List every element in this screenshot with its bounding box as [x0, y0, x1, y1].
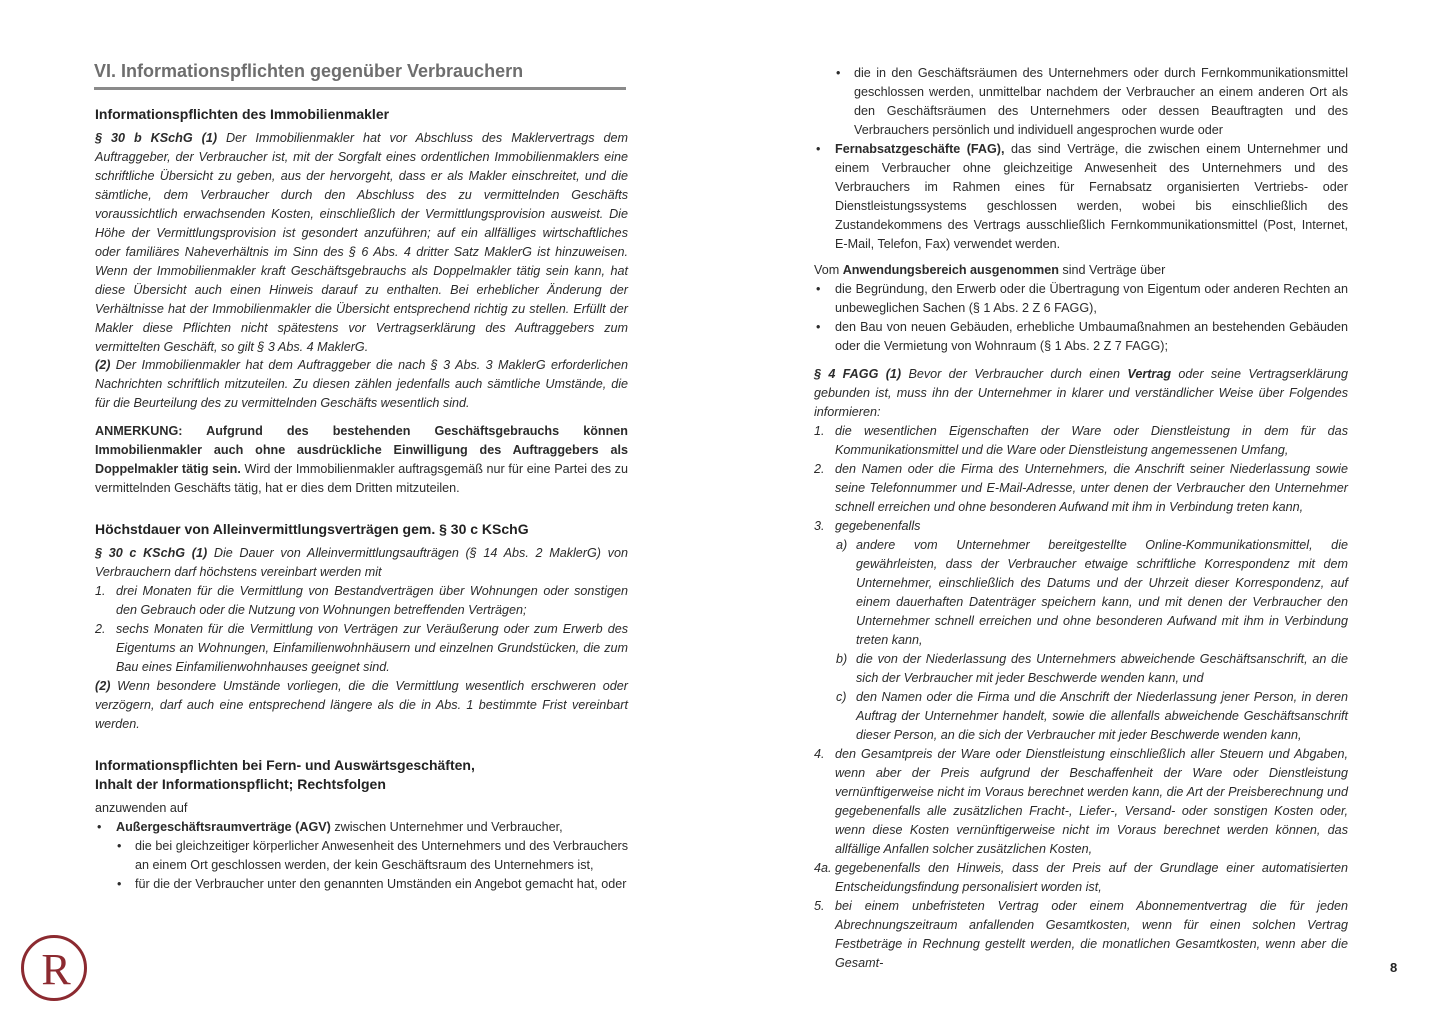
text-30c-2: Wenn besondere Umstände vorliegen, die die Vermittlung wesentlich erschweren oder verzögern, darf auch eine entsprechend längere als die in Abs. 1 bestimmte Frist vereinbart werden. [95, 679, 628, 731]
heading-line-1: Informationspflichten bei Fern- und Auswärtsgeschäften, [95, 757, 475, 773]
paragraph-30c-2 [95, 677, 628, 734]
list-text: andere vom Unternehmer bereitgestellte Online-Kommunikationsmittel, die gewährleisten, dass der Verbraucher etwaige schriftliche Korrespondenz mit dem Unternehmer, einschließlich des Datums und der Uhrzeit dieser Korrespondenz, auf einem dauerhaften Datenträger speichern kann, und mit denen der Verbraucher den Unternehmer schnell erreichen und ohne besonderen Aufwand mit ihm in Verbindung treten kann, [856, 538, 1348, 647]
list-item [95, 582, 628, 620]
ref-4-fagg: § 4 FAGG (1) [814, 367, 902, 381]
list-information-items [814, 422, 1348, 973]
heading-line-2: Inhalt der Informationspflicht; Rechtsfolgen [95, 776, 386, 792]
list-number: 4a. [814, 861, 832, 875]
text-4-fagg-bold: Vertrag [1127, 367, 1172, 381]
list-item [814, 140, 1348, 254]
text-4-fagg-a: Bevor der Verbraucher durch einen [901, 367, 1128, 381]
heading-immobilienmakler: Informationspflichten des Immobilienmakler [95, 106, 390, 122]
list-item [95, 818, 628, 837]
list-text: gegebenenfalls [835, 519, 921, 533]
note-bold: ANMERKUNG: Aufgrund des bestehenden Geschäftsgebrauchs können Immobilienmakler auch ohne ausdrückliche Einwilligung des Auftraggebers als Doppelmakler tätig sein. [95, 424, 628, 476]
heading-hoechstdauer: Höchstdauer von Alleinvermittlungsverträgen gem. § 30 c KSchG [95, 521, 529, 537]
list-item: • den Bau von neuen Gebäuden, erhebliche Umbaumaßnahmen an bestehenden Gebäuden oder die Vermietung von Wohnraum (§ 1 Abs. 2 Z 7 FAGG); [814, 318, 1348, 356]
list-item [95, 620, 628, 677]
paragraph-4-fagg [814, 365, 1348, 422]
logo-letter: R [41, 945, 71, 994]
list-item: • die Begründung, den Erwerb oder die Übertragung von Eigentum oder anderen Rechten an unbeweglichen Sachen (§ 1 Abs. 2 Z 6 FAGG), [814, 280, 1348, 318]
agv-bold: Außergeschäftsraumverträge (AGV) [116, 820, 331, 834]
fag-bold: Fernabsatzgeschäfte (FAG), [835, 142, 1005, 156]
list-number: 2. [95, 622, 106, 636]
list-text: den Namen oder die Firma und die Anschrift der Niederlassung jener Person, in deren Auftrag der Unternehmer handelt, sowie die allenfalls abweichende Geschäftsanschrift dieser Person, an die sich der Verbraucher mit jeder Beschwerde wenden kann, [856, 690, 1348, 742]
logo-icon [20, 934, 88, 1002]
list-item: • die in den Geschäftsräumen des Unternehmers oder durch Fernkommunikationsmittel geschlossen werden, unmittelbar nachdem der Verbraucher an einem anderen Ort als den Geschäftsräumen des Unternehmers oder dessen Beauftragten und des Verbrauchers persönlich und individuell angesprochen wurde oder [814, 64, 1348, 140]
text-30b-2: Der Immobilienmakler hat dem Auftraggeber die nach § 3 Abs. 3 MaklerG erforderlichen Nachrichten schriftlich mitzuteilen. Zu diesen zählen jedenfalls auch sämtliche Umstände, die für die Beurteilung des zu vermittelnden Geschäfts wesentlich sind. [95, 358, 628, 410]
fag-text: das sind Verträge, die zwischen einem Unternehmer und einem Verbraucher ohne gleichzeitige Anwesenheit des Unternehmers und des Verbrauchers im Rahmen eines für Fernabsatz organisierten Vertriebs- oder Dienstleistungssystems geschlossen werden, wobei bis einschließlich des Zustandekommens des Vertrags ausschließlich Fernkommunikationsmittel (Post, Internet, E-Mail, Telefon, Fax) verwendet werden. [835, 142, 1348, 251]
paragraph-30b [95, 129, 628, 357]
list-text: den Namen oder die Firma des Unternehmers, die Anschrift seiner Niederlassung sowie seine Telefonnummer und E-Mail-Adresse, unter denen der Verbraucher den Unternehmer schnell erreichen und ohne besonderen Aufwand mit ihm in Verbindung treten kann, [835, 462, 1348, 514]
list-item [814, 460, 1348, 517]
paragraph-30b-2 [95, 356, 628, 413]
apply-text: anzuwenden auf [95, 801, 188, 815]
list-item [814, 688, 1348, 745]
agv-text: zwischen Unternehmer und Verbraucher, [330, 820, 563, 834]
paragraph-30c [95, 544, 628, 582]
text-4-fagg-b: oder seine Vertragserklärung gebunden ist, muss ihn der Unternehmer in klarer und verständlicher Weise über Folgendes informieren: [814, 367, 1348, 419]
list-number: 1. [95, 584, 106, 598]
list-item [814, 536, 1348, 650]
list-item: • für die der Verbraucher unter den genannten Umständen ein Angebot gemacht hat, oder [95, 875, 628, 894]
excl-post: sind Verträge über [1058, 263, 1166, 277]
list-text: drei Monaten für die Vermittlung von Bestandverträgen über Wohnungen oder sonstigen den Gebrauch oder die Nutzung von Wohnungen betreffenden Verträgen; [116, 584, 628, 617]
list-durations [95, 582, 628, 677]
ref-30c-2: (2) [95, 679, 111, 693]
list-letter: b) [836, 652, 848, 666]
ref-30b-2: (2) [95, 358, 111, 372]
list-item [814, 745, 1348, 859]
list-item [814, 422, 1348, 460]
list-continued [814, 64, 1348, 254]
list-exclusions [814, 280, 1348, 356]
excl-bold: Anwendungsbereich ausgenommen [842, 263, 1059, 277]
list-text: gegebenenfalls den Hinweis, dass der Preis auf der Grundlage einer automatisierten Entscheidungsfindung personalisiert worden ist, [835, 861, 1348, 894]
list-item [814, 859, 1348, 897]
list-number: 3. [814, 519, 825, 533]
list-text: bei einem unbefristeten Vertrag oder einem Abonnementvertrag die für jeden Abrechnungszeitraum anfallenden Gesamtkosten, wenn für einen solchen Vertrag Festbeträge in Rechnung gestellt werden, die monatlichen Gesamtkosten, wenn aber die Gesamt- [835, 899, 1348, 970]
list-text: die von der Niederlassung des Unternehmers abweichende Geschäftsanschrift, an die sich der Verbraucher mit jeder Beschwerde wenden kann, und [856, 652, 1348, 685]
ref-30c: § 30 c KSchG (1) [95, 546, 208, 560]
list-item: • die bei gleichzeitiger körperlicher Anwesenheit des Unternehmers und des Verbrauchers an einem Ort geschlossen werden, der kein Geschäftsraum des Unternehmers ist, [95, 837, 628, 875]
text-30b: Der Immobilienmakler hat vor Abschluss des Maklervertrags dem Auftraggeber, der Verbraucher ist, mit der Sorgfalt eines ordentlichen Immobilienmaklers eine schriftliche Übersicht zu geben, aus der hervorgeht, dass er als Makler einschreitet, und die sämtliche, dem Verbraucher durch den Abschluss des zu vermittelnden Geschäfts voraussichtlich erwachsenden Kosten, einschließlich der Vermittlungsprovision ausweist. Die Höhe der Vermittlungsprovision ist gesondert anzuführen; auf ein allfälliges wirtschaftliches oder familiäres Naheverhältnis im Sinn des § 6 Abs. 4 dritter Satz MaklerG ist hinzuweisen. Wenn der Immobilienmakler kraft Geschäftsgebrauchs als Doppelmakler tätig sein kann, hat diese Übersicht auch einen Hinweis darauf zu enthalten. Bei erheblicher Änderung der Verhältnisse hat der Immobilienmakler die Übersicht entsprechend richtig zu stellen. Erfüllt der Makler diese Pflichten nicht spätestens vor Vertragserklärung des Auftraggebers zum vermittelten Geschäft, so gilt § 3 Abs. 4 MaklerG. [95, 131, 628, 354]
exclusion-intro [814, 261, 1348, 280]
list-number: 5. [814, 899, 825, 913]
heading-fern-auswaerts [95, 756, 628, 794]
list-number: 2. [814, 462, 825, 476]
list-item [814, 650, 1348, 688]
list-letter: c) [836, 690, 847, 704]
list-agv [95, 818, 628, 894]
list-letter: a) [836, 538, 848, 552]
excl-pre: Vom [814, 263, 843, 277]
list-number: 1. [814, 424, 825, 438]
page-number: 8 [1390, 960, 1398, 975]
list-item [814, 897, 1348, 973]
list-number: 4. [814, 747, 825, 761]
list-text: die wesentlichen Eigenschaften der Ware oder Dienstleistung in dem für das Kommunikationsmittel und die Ware oder Dienstleistung angemessenen Umfang, [835, 424, 1348, 457]
list-text: den Gesamtpreis der Ware oder Dienstleistung einschließlich aller Steuern und Abgaben, wenn aber der Preis aufgrund der Beschaffenheit der Ware oder Dienstleistung vernünftigerweise nicht im Voraus berechnet werden kann, die Art der Preisberechnung und gegebenenfalls alle zusätzlichen Fracht-, Liefer-, Versand- oder sonstigen Kosten oder, wenn diese Kosten vernünftigerweise nicht im Voraus berechnet werden können, das allfällige Anfallen solcher zusätzlichen Kosten, [835, 747, 1348, 856]
text-30c: Die Dauer von Alleinvermittlungsaufträgen (§ 14 Abs. 2 MaklerG) von Verbrauchern darf höchstens vereinbart werden mit [95, 546, 628, 579]
list-item [814, 517, 1348, 536]
ref-30b: § 30 b KSchG (1) [95, 131, 218, 145]
note-paragraph [95, 422, 628, 498]
list-text: sechs Monaten für die Vermittlung von Verträgen zur Veräußerung oder zum Erwerb des Eigentums an Wohnungen, Einfamilienwohnhäusern und einzelnen Grundstücken, die zum Bau eines Einfamilienwohnhauses geeignet sind. [116, 622, 628, 674]
note-text: Wird der Immobilienmakler auftragsgemäß nur für eine Partei des zu vermittelnden Geschäfts tätig, hat er dies dem Dritten mitzuteilen. [95, 462, 628, 495]
section-title: VI. Informationspflichten gegenüber Verbrauchern [94, 60, 626, 90]
